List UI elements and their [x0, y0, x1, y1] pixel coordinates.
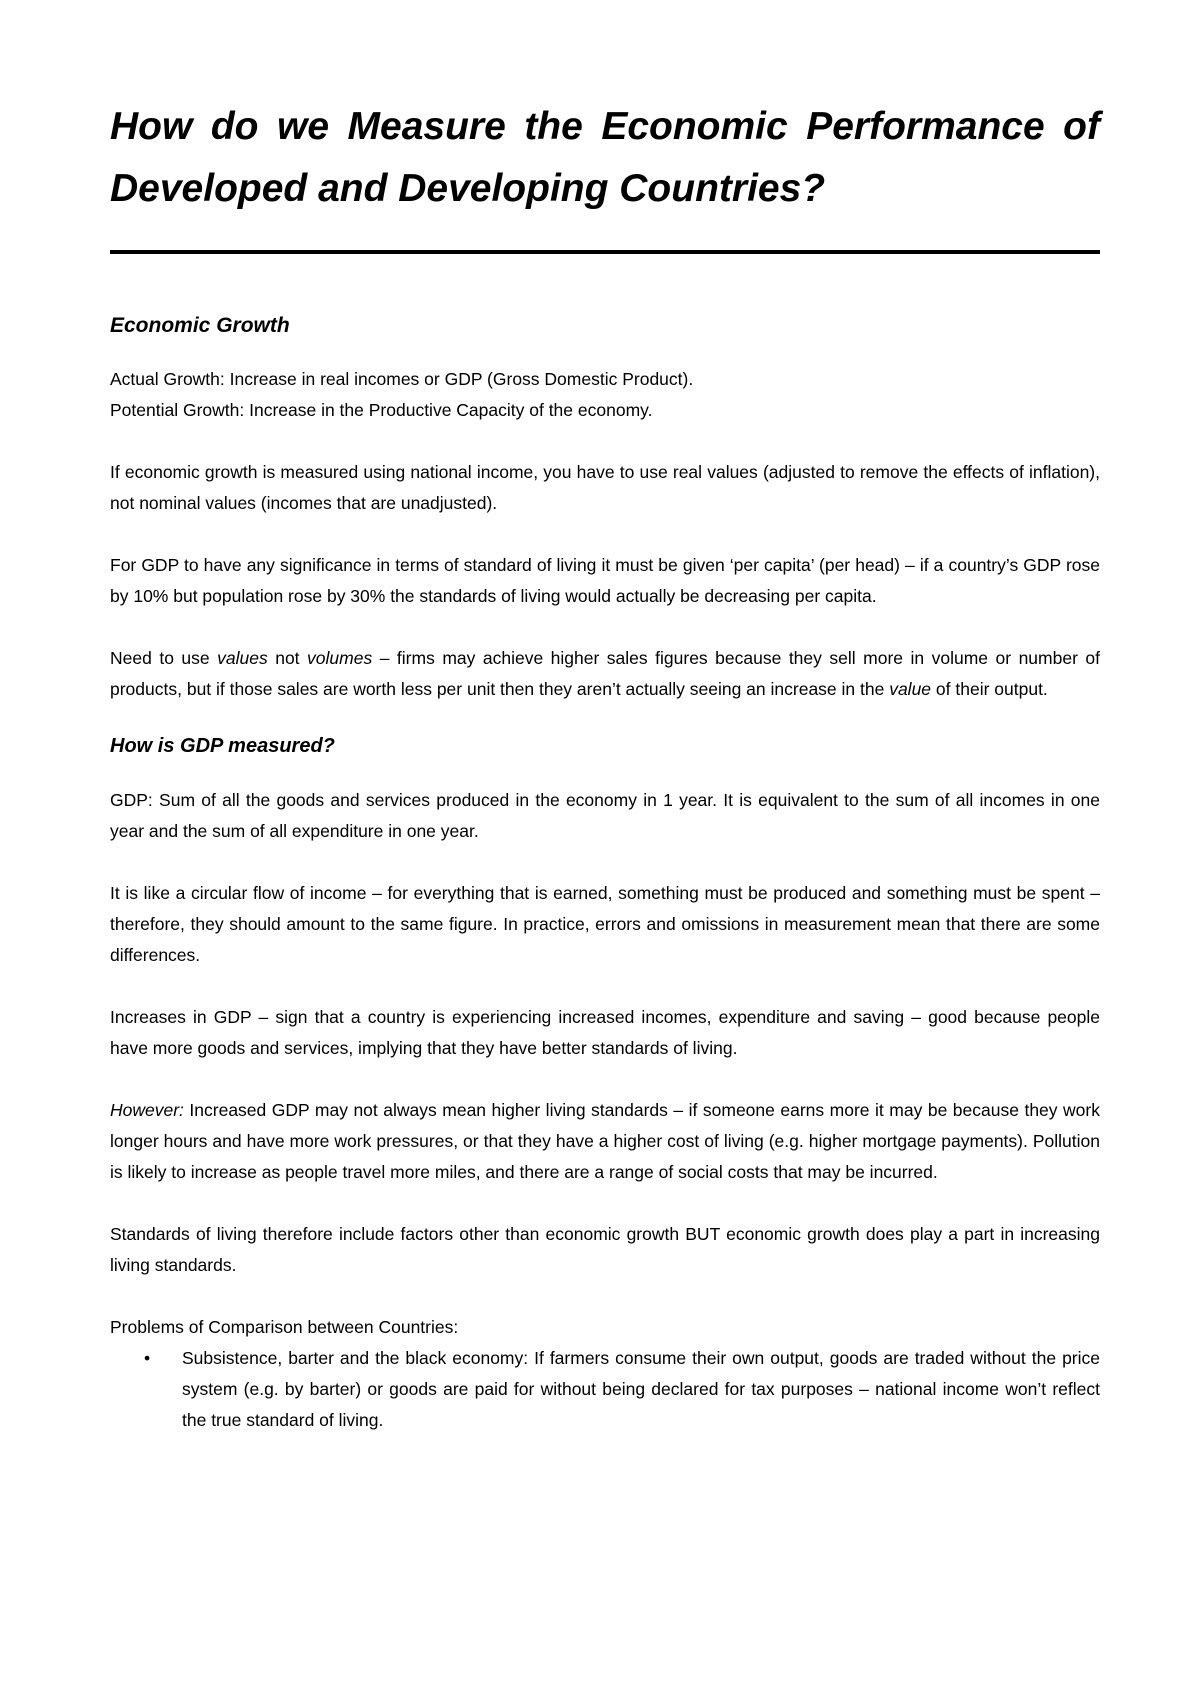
section-heading-gdp-measured: How is GDP measured?: [110, 735, 335, 757]
paragraph-values-not-volumes: [110, 643, 1100, 705]
paragraph-standards-of-living: Standards of living therefore include factors other than economic growth BUT economic growth does play a part in increasing living standards.: [110, 1224, 1100, 1275]
emphasis-value: value: [889, 679, 932, 699]
paragraph-gdp-increases: Increases in GDP – sign that a country is experiencing increased incomes, expenditure and saving – good because people have more goods and services, implying that they have better standards of living.: [110, 1007, 1100, 1058]
list-item-text: Subsistence, barter and the black economy: If farmers consume their own output, goods are traded without the price system (e.g. by barter) or goods are paid for without being declared for tax purposes – national income won’t reflect the true standard of living.: [182, 1348, 1100, 1430]
section-heading-economic-growth: Economic Growth: [110, 314, 290, 337]
problems-list: [110, 1343, 1100, 1436]
list-item: [110, 1343, 1100, 1436]
text-run: of their output.: [931, 679, 1048, 699]
title-divider: [110, 250, 1100, 254]
paragraph-circular-flow: It is like a circular flow of income – for everything that is earned, something must be produced and something must be spent – therefore, they should amount to the same figure. In practice, errors and omissions in measurement mean that there are some differences.: [110, 883, 1100, 965]
bullet-icon: •: [144, 1348, 151, 1368]
potential-growth-definition: Potential Growth: Increase in the Productive Capacity of the economy.: [110, 400, 653, 420]
emphasis-however: However:: [110, 1100, 184, 1120]
paragraph-per-capita: For GDP to have any significance in terms of standard of living it must be given ‘per capita’ (per head) – if a country’s GDP rose by 10% but population rose by 30% the standards of living would actually be decreasing per capita.: [110, 555, 1100, 606]
document-page: [110, 96, 1100, 1436]
text-run: – firms may achieve higher sales figures because they sell more in volume or number of products, but if those sales are worth less per unit then they aren’t actually seeing an increase in the: [110, 648, 1100, 699]
paragraph-real-values: If economic growth is measured using national income, you have to use real values (adjusted to remove the effects of inflation), not nominal values (incomes that are unadjusted).: [110, 462, 1100, 513]
emphasis-values: values: [217, 648, 268, 668]
problems-heading: Problems of Comparison between Countries:: [110, 1317, 459, 1337]
text-run: not: [267, 648, 308, 668]
paragraph-however: [110, 1095, 1100, 1188]
page-title: How do we Measure the Economic Performance of Developed and Developing Countries?: [110, 105, 1100, 210]
emphasis-volumes: volumes: [307, 648, 373, 668]
text-run: Need to use: [110, 648, 218, 668]
text-run: Increased GDP may not always mean higher living standards – if someone earns more it may be because they work longer hours and have more work pressures, or that they have a higher cost of living (e.g. higher mortgage payments). Pollution is likely to increase as people travel more miles, and there are a range of social costs that may be incurred.: [110, 1100, 1100, 1182]
paragraph-gdp-definition: GDP: Sum of all the goods and services produced in the economy in 1 year. It is equivalent to the sum of all incomes in one year and the sum of all expenditure in one year.: [110, 790, 1100, 841]
actual-growth-definition: Actual Growth: Increase in real incomes or GDP (Gross Domestic Product).: [110, 369, 694, 389]
